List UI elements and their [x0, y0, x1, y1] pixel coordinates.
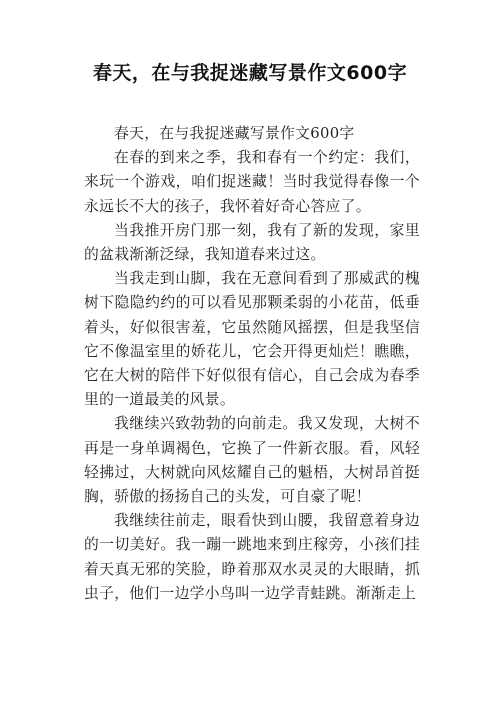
paragraph-3: 当我走到山脚，我在无意间看到了那威武的槐树下隐隐约约的可以看见那颗柔弱的小花苗，低垂着头，好似很害羞，它虽然随风摇摆，但是我坚信它不像温室里的娇花儿，它会开得更灿烂！瞧瞧，它在大树的陪伴下好似很有信心，自己会成为春季里的一道最美的风景。: [84, 270, 420, 409]
document-title: 春天，在与我捉迷藏写景作文600字: [92, 62, 408, 84]
paragraph-4: 我继续兴致勃勃的向前走。我又发现，大树不再是一身单调褐色，它换了一件新衣服。看，风轻轻拂过，大树就向风炫耀自己的魁梧，大树昂首挺胸，骄傲的扬扬自己的头发，可自豪了呢！: [84, 415, 420, 506]
paragraph-5: 我继续往前走，眼看快到山腰，我留意着身边的一切美好。我一蹦一跳地来到庄稼旁，小孩们挂着天真无邪的笑脸，睁着那双水灵灵的大眼睛，抓虫子，他们一边学小鸟叫一边学青蛙跳。渐渐走上: [84, 512, 420, 602]
paragraph-subtitle: 春天，在与我捉迷藏写景作文600字: [114, 125, 355, 142]
paragraph-1: 在春的到来之季，我和春有一个约定：我们，来玩一个游戏，咱们捉迷藏！当时我觉得春像一个永远长不大的孩子，我怀着好奇心答应了。: [84, 149, 420, 215]
paragraph-2: 当我推开房门那一刻，我有了新的发现，家里的盆栽渐渐泛绿，我知道春来过这。: [84, 221, 420, 264]
document-body: [84, 122, 420, 606]
